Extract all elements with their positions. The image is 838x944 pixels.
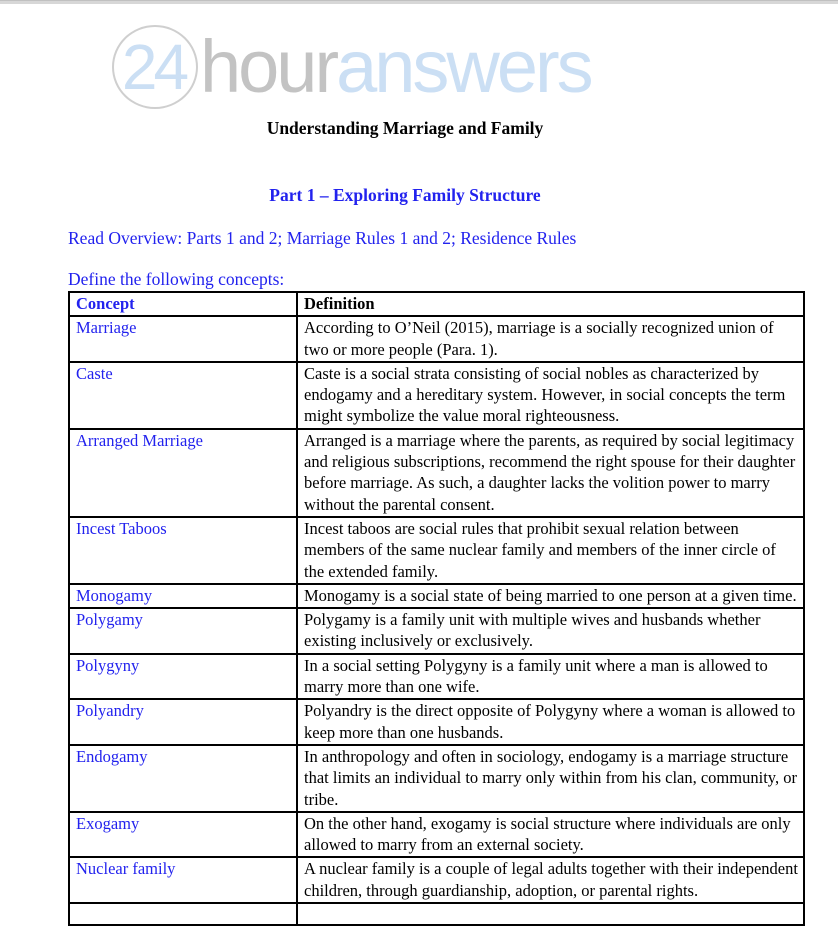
table-row [69,608,804,654]
logo [112,24,838,110]
logo-word-answers: answers [336,25,591,108]
table-row [69,316,804,362]
definition-cell: A nuclear family is a couple of legal adults together with their independent children, through guardianship, adoption, or parental rights. [297,857,804,903]
table-row [69,362,804,429]
concept-cell: Nuclear family [69,857,297,903]
logo-circle-icon [112,25,198,109]
concept-cell: Endogamy [69,745,297,812]
definition-cell: On the other hand, exogamy is social structure where individuals are only allowed to marry from an external society. [297,812,804,858]
table-row [69,745,804,812]
logo-word-hour: hour [200,25,337,108]
definition-cell: Polygamy is a family unit with multiple wives and husbands whether existing inclusively or exclusively. [297,608,804,654]
column-header-definition: Definition [297,292,804,316]
definition-cell: Incest taboos are social rules that prohibit sexual relation between members of the same nuclear family and members of the inner circle of the extended family. [297,517,804,584]
definition-cell: In anthropology and often in sociology, endogamy is a marriage structure that limits an individual to marry only within from his clan, community, or tribe. [297,745,804,812]
concept-cell: Polyandry [69,699,297,745]
table-row [69,584,804,608]
table-row [69,699,804,745]
table-row [69,517,804,584]
concept-cell: Exogamy [69,812,297,858]
concept-cell: Polygyny [69,654,297,700]
logo-number: 24 [121,31,186,103]
column-header-concept: Concept [69,292,297,316]
definition-cell: Caste is a social strata consisting of social nobles as characterized by endogamy and a hereditary system. However, in social concepts the term might symbolize the value moral righteousness. [297,362,804,429]
definition-cell [297,903,804,925]
concept-cell: Incest Taboos [69,517,297,584]
logo-wordmark [200,24,591,110]
define-instructions: Define the following concepts: [68,269,285,289]
concept-cell: Polygamy [69,608,297,654]
concept-cell: Arranged Marriage [69,429,297,517]
definition-cell: According to O’Neil (2015), marriage is a socially recognized union of two or more people (Para. 1). [297,316,804,362]
table-header-row [69,292,804,316]
document-body [68,118,742,290]
concept-cell [69,903,297,925]
table-row [69,857,804,903]
definition-cell: Arranged is a marriage where the parents, as required by social legitimacy and religious subscriptions, recommend the right spouse for their daughter before marriage. As such, a daughter lacks the volition power to marry without the parental consent. [297,429,804,517]
concept-cell: Marriage [69,316,297,362]
concept-cell: Monogamy [69,584,297,608]
section-heading: Part 1 – Exploring Family Structure [269,185,541,205]
reading-instructions: Read Overview: Parts 1 and 2; Marriage Rules 1 and 2; Residence Rules [68,228,577,248]
table-row [69,812,804,858]
table-row [69,429,804,517]
definition-cell: Monogamy is a social state of being married to one person at a given time. [297,584,804,608]
table-row [69,903,804,925]
definition-cell: In a social setting Polygyny is a family unit where a man is allowed to marry more than one wife. [297,654,804,700]
concept-cell: Caste [69,362,297,429]
document-title: Understanding Marriage and Family [266,118,544,138]
table-row [69,654,804,700]
definition-cell: Polyandry is the direct opposite of Polygyny where a woman is allowed to keep more than one husbands. [297,699,804,745]
concepts-table [68,291,805,926]
page-top-edge [0,0,838,4]
